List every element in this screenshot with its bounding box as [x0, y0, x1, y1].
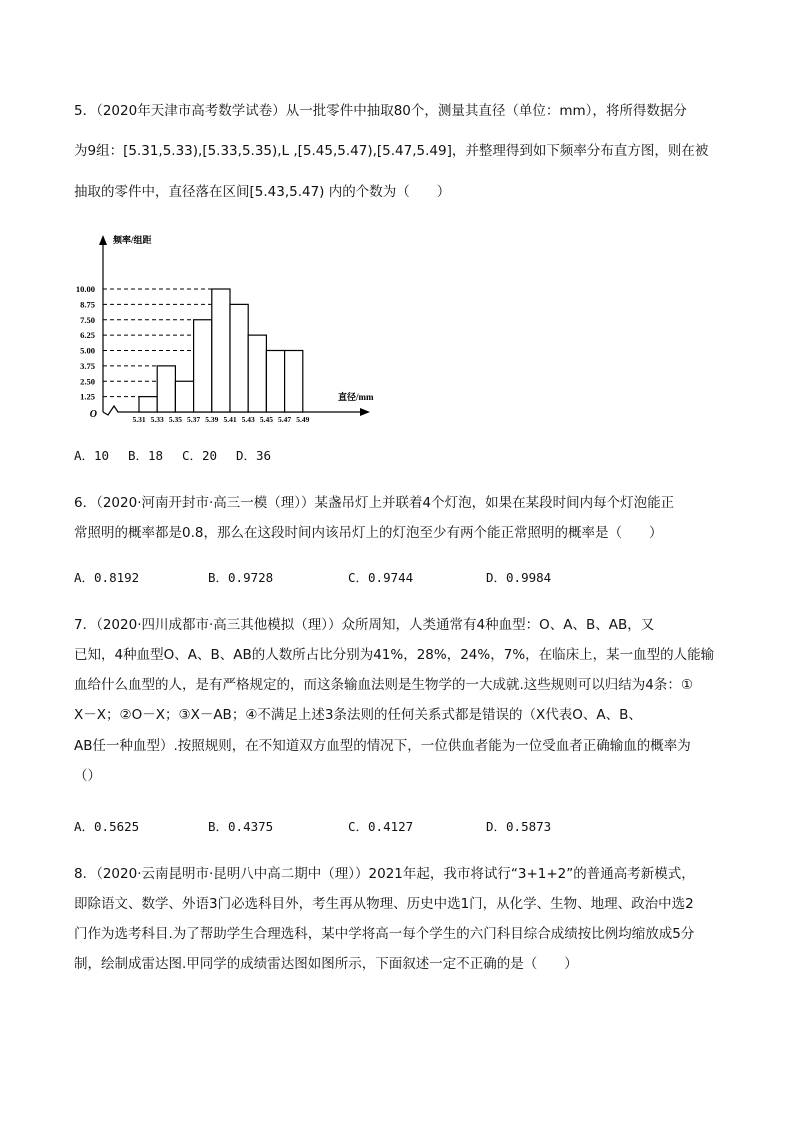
q6-line: 常照明的概率都是0.8，那么在这段时间内该吊灯上的灯泡至少有两个能正常照明的概率是（ ）	[74, 525, 663, 541]
origin-label: O	[89, 409, 97, 420]
x-tick-label: 5.33	[150, 415, 164, 424]
y-tick-label: 2.50	[80, 376, 95, 387]
y-tick-label: 10.00	[75, 284, 95, 294]
q8-line: 制，绘制成雷达图.甲同学的成绩雷达图如图所示，下面叙述一定不正确的是（ ）	[74, 956, 578, 972]
histogram-bar	[139, 397, 157, 412]
q5-line: 为9组：[5.31,5.33),[5.33,5.35),L ,[5.45,5.47),[5.47,5.49]，并整理得到如下频率分布直方图，则在被	[74, 143, 709, 159]
y-axis-arrow-icon	[99, 235, 107, 245]
histogram-bar	[285, 351, 303, 413]
q7-line: 7．（2020·四川成都市·高三其他模拟（理））众所周知，人类通常有4种血型：O、A、B、AB，又	[74, 617, 655, 633]
x-tick-label: 5.41	[223, 415, 237, 424]
q5-line: 抽取的零件中，直径落在区间[5.43,5.47) 内的个数为（ ）	[74, 184, 451, 200]
x-tick-label: 5.39	[205, 415, 219, 424]
option-b[interactable]: B．0.9728	[208, 570, 274, 585]
q7-line: AB任一种血型）.按照规则，在不知道双方血型的情况下，一位供血者能为一位受血者正确输血的概率为	[74, 738, 691, 754]
histogram-bar	[212, 289, 230, 412]
histogram-bar	[248, 335, 266, 412]
x-tick-label: 5.49	[296, 415, 310, 424]
option-a[interactable]: A．0.8192	[74, 570, 140, 585]
histogram-bar	[194, 320, 212, 412]
y-tick-label: 1.25	[80, 391, 95, 402]
option-d[interactable]: D．0.5873	[486, 819, 552, 834]
option-c[interactable]: C．20	[182, 448, 218, 463]
x-tick-label: 5.45	[259, 415, 273, 424]
option-c[interactable]: C．0.9744	[348, 570, 414, 585]
q8-line: 门作为选考科目.为了帮助学生合理选科，某中学将高一每个学生的六门科目综合成绩按比例均缩放成5分	[74, 926, 695, 942]
x-tick-label: 5.35	[168, 415, 182, 424]
option-c[interactable]: C．0.4127	[348, 819, 414, 834]
option-a[interactable]: A．10	[74, 448, 110, 463]
histogram	[60, 225, 400, 430]
q7-line: 血给什么血型的人，是有严格规定的，而这条输血法则是生物学的一大成就.这些规则可以归结为4条：①	[74, 677, 693, 693]
q5-options	[74, 446, 271, 464]
histogram-bar	[266, 351, 284, 413]
histogram-bar	[230, 304, 248, 412]
x-axis-arrow-icon	[360, 408, 370, 416]
y-tick-label: 5.00	[80, 345, 95, 356]
y-tick-label: 7.50	[80, 314, 95, 325]
y-tick-label: 6.25	[80, 330, 95, 341]
q8-line: 即除语文、数学、外语3门必选科目外，考生再从物理、历史中选1门，从化学、生物、地理、政治中选2	[74, 896, 694, 912]
x-tick-label: 5.37	[187, 415, 201, 424]
q7-line: 已知，4种血型O、A、B、AB的人数所占比分别为41%，28%，24%，7%，在临床上，某一血型的人能输	[74, 647, 715, 663]
option-b[interactable]: B．18	[128, 448, 164, 463]
option-d[interactable]: D．0.9984	[486, 570, 552, 585]
q7-line: （）	[74, 768, 101, 784]
x-axis-label: 直径/mm	[338, 392, 374, 402]
x-tick-label: 5.47	[278, 415, 292, 424]
x-tick-label: 5.31	[132, 415, 146, 424]
x-tick-label: 5.43	[241, 415, 255, 424]
option-a[interactable]: A．0.5625	[74, 819, 140, 834]
histogram-bar	[157, 366, 175, 412]
option-d[interactable]: D．36	[236, 448, 272, 463]
y-tick-label: 8.75	[80, 299, 95, 310]
q7-line: X－X；②O－X；③X－AB；④不满足上述3条法则的任何关系式都是错误的（X代表O、A、B、	[74, 707, 642, 723]
q6-line: 6．（2020·河南开封市·高三一模（理））某盏吊灯上并联着4个灯泡，如果在某段时间内每个灯泡能正	[74, 495, 675, 511]
histogram-bar	[175, 381, 193, 412]
q7-options	[74, 817, 551, 835]
q6-options	[74, 568, 551, 586]
y-tick-label: 3.75	[80, 360, 95, 371]
option-b[interactable]: B．0.4375	[208, 819, 274, 834]
q8-line: 8．（2020·云南昆明市·昆明八中高二期中（理））2021年起，我市将试行“3+1+2”的普通高考新模式，	[74, 866, 695, 882]
q5-line: 5．（2020年天津市高考数学试卷）从一批零件中抽取80个，测量其直径（单位：mm），将所得数据分	[74, 103, 687, 119]
y-axis-label: 频率/组距	[113, 235, 152, 245]
